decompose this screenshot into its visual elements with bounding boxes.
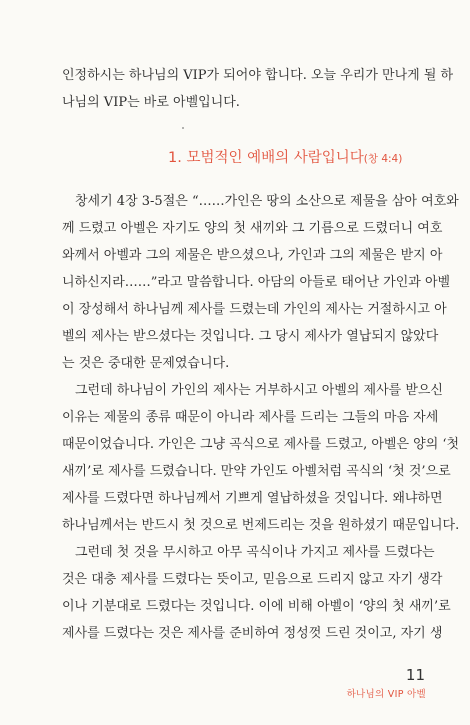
body-p1-line-4: 니하신지라……”라고 말씀합니다. 아담의 아들로 태어난 가인과 아벨: [62, 275, 451, 290]
body-p3-line-1: 그런데 첫 것을 무시하고 아무 곡식이나 가지고 제사를 드렸다는: [75, 545, 435, 560]
body-p1-line-6: 벨의 제사는 받으셨다는 것입니다. 그 당시 제사가 열납되지 않았다: [62, 329, 439, 344]
body-p1-line-7: 는 것은 중대한 문제였습니다.: [62, 356, 230, 371]
body-p3-line-3: 이나 기분대로 드렸다는 것입니다. 이에 비해 아벨이 ‘양의 첫 새끼’로: [62, 599, 451, 614]
section-number: 1.: [168, 150, 182, 166]
section-scripture-ref: (창 4:4): [363, 153, 403, 165]
body-p3-line-2: 것은 대충 제사를 드렸다는 뜻이고, 믿음으로 드리지 않고 자기 생각: [62, 572, 443, 587]
body-p3-line-4: 제사를 드렸다는 것은 제사를 준비하여 정성껏 드린 것이고, 자기 생: [62, 626, 443, 641]
body-p1-line-1: 창세기 4장 3-5절은 “……가인은 땅의 소산으로 제물을 삼아 여호와: [75, 194, 459, 209]
body-p2-line-2: 이유는 제물의 종류 때문이 아니라 제사를 드리는 그들의 마음 자세: [62, 410, 439, 425]
divider-dot: [182, 127, 184, 129]
body-p2-line-6: 하나님께서는 반드시 첫 것으로 번제드리는 것을 원하셨기 때문입니다.: [62, 518, 460, 533]
body-p1-line-2: 께 드렸고 아벨은 자기도 양의 첫 새끼와 그 기름으로 드렸더니 여호: [62, 221, 443, 236]
page-number: 11: [405, 666, 425, 684]
intro-line-1: 인정하시는 하나님의 VIP가 되어야 합니다. 오늘 우리가 만나게 될 하: [62, 68, 454, 83]
body-p2-line-3: 때문이었습니다. 가인은 그냥 곡식으로 제사를 드렸고, 아벨은 양의 ‘첫: [62, 437, 460, 452]
body-p2-line-5: 제사를 드렸다면 하나님께서 기쁘게 열납하셨을 것입니다. 왜냐하면: [62, 491, 443, 506]
section-heading: [168, 148, 402, 169]
running-footer-title: 하나님의 VIP 아벨: [346, 689, 426, 700]
intro-line-2: 나님의 VIP는 바로 아벨입니다.: [62, 95, 240, 110]
body-p2-line-4: 새끼’로 제사를 드렸습니다. 만약 가인도 아벨처럼 곡식의 ‘첫 것’으로: [62, 464, 451, 479]
section-title: 모범적인 예배의 사람입니다: [186, 150, 364, 166]
body-p1-line-3: 와께서 아벨과 그의 제물은 받으셨으나, 가인과 그의 제물은 받지 아: [62, 248, 443, 263]
body-p2-line-1: 그런데 하나님이 가인의 제사는 거부하시고 아벨의 제사를 받으신: [75, 383, 443, 398]
body-p1-line-5: 이 장성해서 하나님께 제사를 드렸는데 가인의 제사는 거절하시고 아: [62, 302, 447, 317]
